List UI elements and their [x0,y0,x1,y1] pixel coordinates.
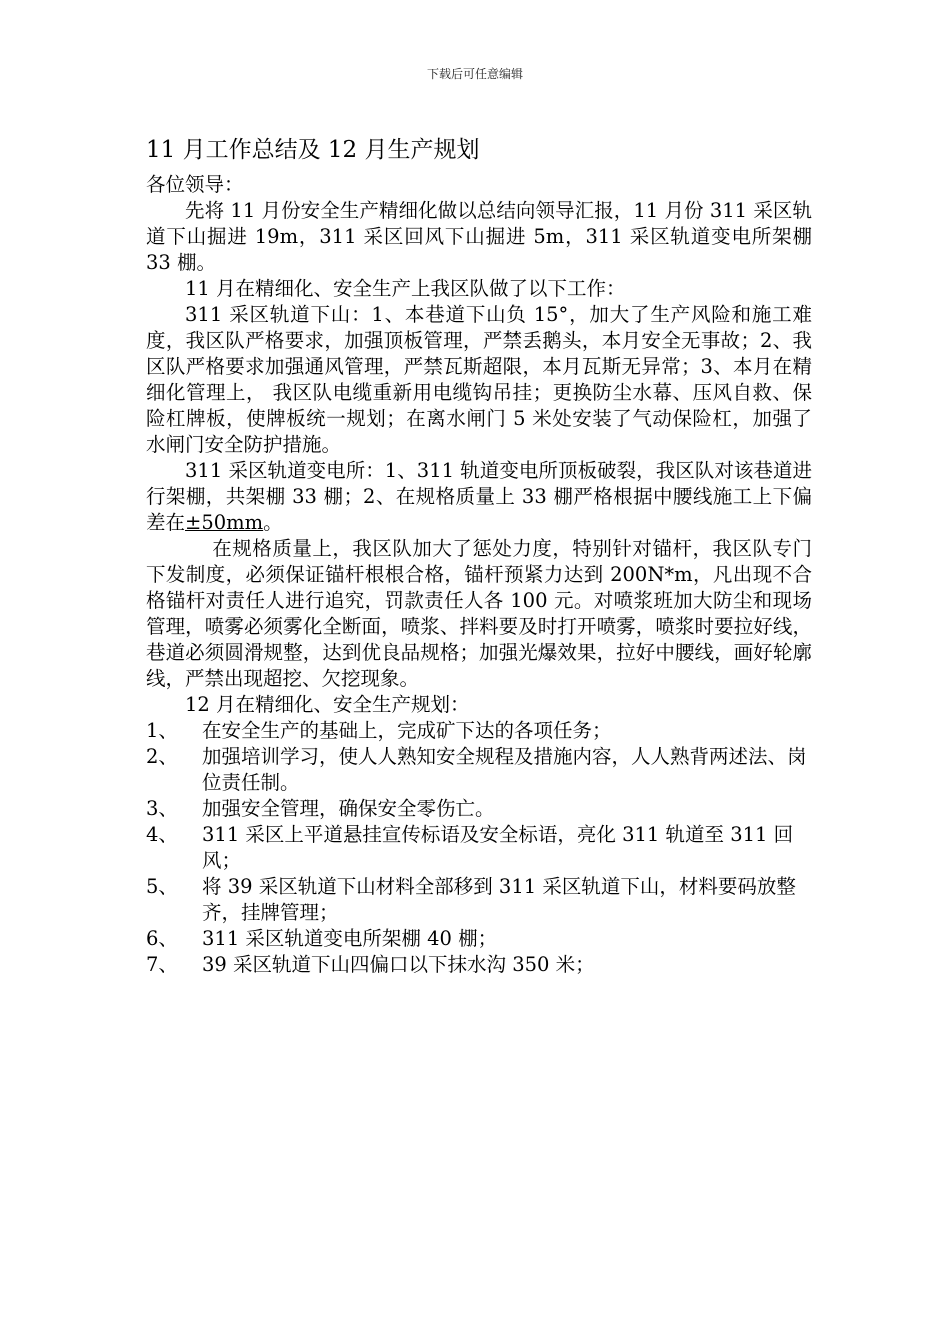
paragraph-track-downhill: 311 采区轨道下山：1、本巷道下山负 15°，加大了生产风险和施工难度，我区队严格要求，加强顶板管理，严禁丢鹅头，本月安全无事故；2、我区队严格要求加强通风管理，严禁瓦斯超限，本月瓦斯无异常；3、本月在精细化管理上， 我区队电缆重新用电缆钩吊挂；更换防尘水幕、压风自救、保险杠牌板，使牌板统一规划；在离水闸门 5 米处安装了气动保险杠，加强了水闸门安全防护措施。 [146,303,812,456]
paragraph-summary: 先将 11 月份安全生产精细化做以总结向领导汇报，11 月份 311 采区轨道下山掘进 19m，311 采区回风下山掘进 5m，311 采区轨道变电所架棚 33 棚。 [146,199,812,274]
list-number: 1、 [146,719,178,742]
list-text: 39 采区轨道下山四偏口以下抹水沟 350 米； [202,953,595,976]
list-number: 7、 [146,953,178,976]
list-item [146,744,812,796]
list-text: 311 采区轨道变电所架棚 40 棚； [202,927,498,950]
list-text: 加强安全管理，确保安全零伤亡。 [202,797,495,820]
list-number: 4、 [146,823,178,846]
list-number: 2、 [146,745,178,768]
list-text: 将 39 采区轨道下山材料全部移到 311 采区轨道下山，材料要码放整齐，挂牌管理； [202,875,796,924]
paragraph-substation [146,458,812,536]
paragraph-quality: 在规格质量上，我区队加大了惩处力度，特别针对锚杆，我区队专门下发制度，必须保证锚杆根根合格，锚杆预紧力达到 200N*m，凡出现不合格锚杆对责任人进行追究，罚款责任人各 100 元。对喷浆班加大防尘和现场管理，喷雾必须雾化全断面，喷浆、拌料要及时打开喷雾，喷浆时要拉好线，巷道必须圆滑规整，达到优良品规格；加强光爆效果，拉好中腰线，画好轮廓线，严禁出现超挖、欠挖现象。 [146,537,812,690]
list-item [146,718,812,744]
substation-text: 311 采区轨道变电所：1、311 轨道变电所顶板破裂，我区队对该巷道进行架棚，共架棚 33 棚；2、在规格质量上 33 棚严格根据中腰线施工上下偏差在 [146,459,812,534]
list-item [146,796,812,822]
paragraph-plan-intro: 12 月在精细化、安全生产规划： [185,693,470,716]
list-item [146,874,812,926]
list-number: 5、 [146,875,178,898]
plan-list [146,718,812,978]
document-title: 11 月工作总结及 12 月生产规划 [146,137,480,163]
paragraph-work-intro: 11 月在精细化、安全生产上我区队做了以下工作： [185,277,626,300]
list-text: 加强培训学习，使人人熟知安全规程及措施内容，人人熟背两述法、岗位责任制。 [202,745,807,794]
list-item [146,952,812,978]
tolerance-value: ±50mm [185,511,264,534]
document-body [146,132,812,978]
substation-end: 。 [263,511,283,534]
salutation: 各位领导： [146,173,244,196]
list-number: 3、 [146,797,178,820]
list-text: 311 采区上平道悬挂宣传标语及安全标语，亮化 311 轨道至 311 回风； [202,823,794,872]
list-text: 在安全生产的基础上，完成矿下达的各项任务； [202,719,612,742]
header-note: 下载后可任意编辑 [426,67,523,81]
list-item [146,926,812,952]
list-item [146,822,812,874]
list-number: 6、 [146,927,178,950]
